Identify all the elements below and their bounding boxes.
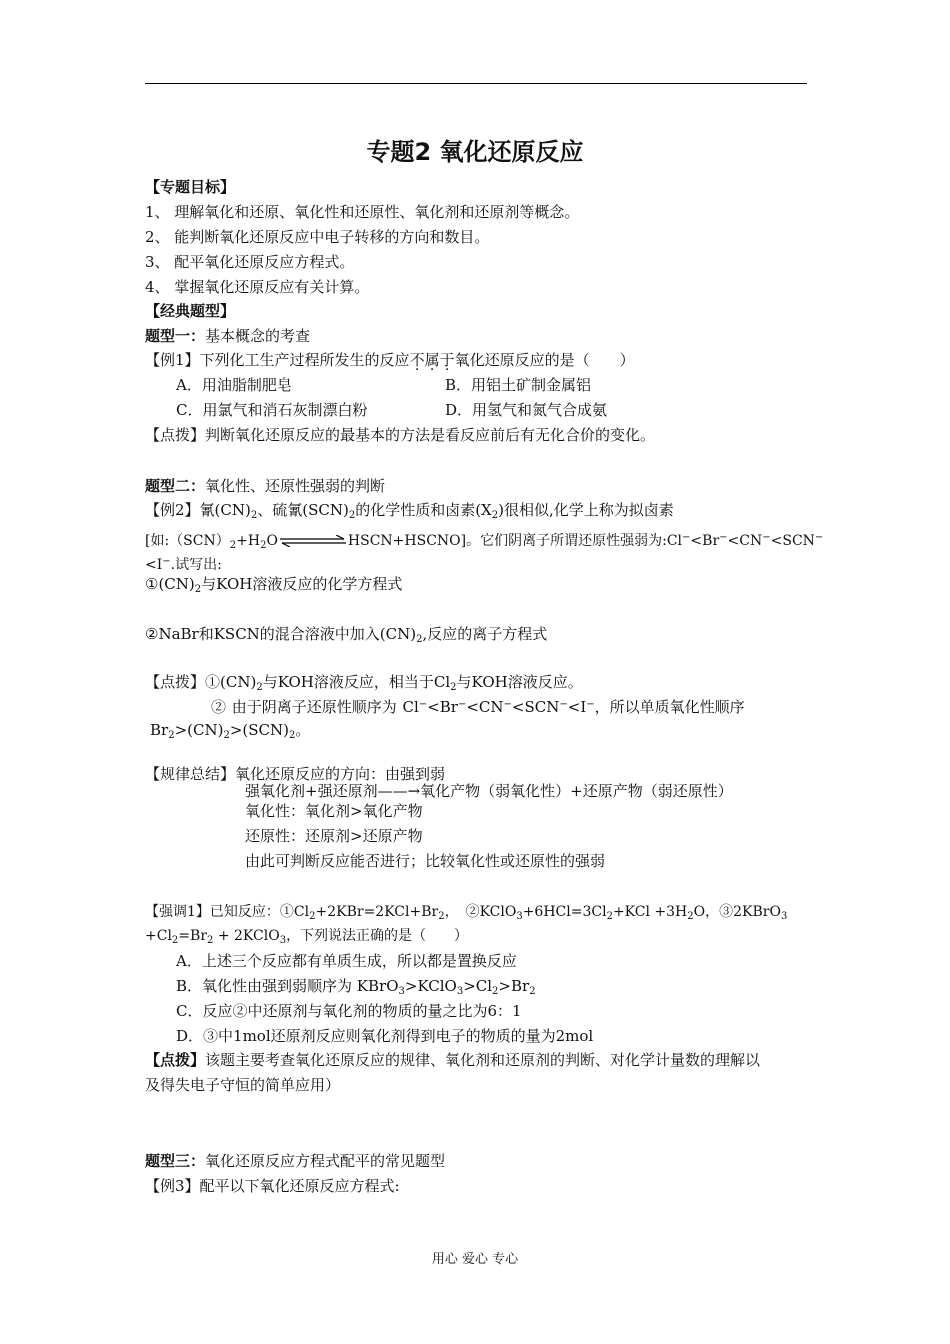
subscript: 2 xyxy=(438,911,445,922)
subscript: 2 xyxy=(168,730,175,741)
emph-option-c: C．反应②中还原剂与氧化剂的物质的量之比为6：1 xyxy=(176,1002,522,1020)
text-run: 氧化还原反应的方向：由强到弱 xyxy=(235,765,446,783)
example2-line3 xyxy=(145,552,222,575)
example3-text: 配平以下氧化还原反应方程式: xyxy=(199,1177,400,1195)
text-run: 的化学性质和卤素(X xyxy=(355,501,492,519)
example1-pre: 下列化工生产过程所发生的反应 xyxy=(199,351,410,369)
type2-text: 氧化性、还原性强弱的判断 xyxy=(205,477,386,495)
text-run: +Cl xyxy=(145,928,172,944)
type2-label: 题型二： xyxy=(145,477,206,495)
text-run: <I xyxy=(145,557,163,573)
type3-heading xyxy=(145,1151,445,1171)
text-run: +KCl +3H xyxy=(612,904,688,920)
type3-text: 氧化还原反应方程式配平的常见题型 xyxy=(205,1152,446,1170)
text-run: 已知反应：①Cl xyxy=(209,904,310,920)
text-run: B．氧化性由强到弱顺序为 KBrO xyxy=(176,977,399,995)
subscript: 2 xyxy=(416,634,423,645)
text-run: O xyxy=(266,533,278,549)
text-run: 与KOH溶液反应，相当于Cl xyxy=(262,673,451,691)
text-run: 与KOH溶液反应的化学方程式 xyxy=(201,575,403,593)
goal-item: 1、 理解氧化和还原、氧化性和还原性、氧化剂和还原剂等概念。 xyxy=(145,203,580,221)
example2-tag: 【例2】 xyxy=(145,501,200,519)
text-run: +2KBr=2KCl+Br xyxy=(315,904,439,920)
question2 xyxy=(145,624,547,650)
superscript: − xyxy=(503,699,512,710)
rule-line4: 还原性：还原剂>还原产物 xyxy=(245,827,423,845)
text-run: ，下列说法正确的是（ ） xyxy=(286,928,469,944)
rule-line5: 由此可判断反应能否进行；比较氧化性或还原性的强弱 xyxy=(245,852,606,870)
superscript: − xyxy=(162,556,171,567)
rule-tag: 【规律总结】 xyxy=(145,765,236,783)
subscript: 2 xyxy=(229,540,237,551)
text-run: )很相似,化学上称为拟卤素 xyxy=(498,501,674,519)
emphasis-tag: 【强调1】 xyxy=(145,904,210,920)
text-run: ， ②KClO xyxy=(444,904,517,920)
goal-item: 4、 掌握氧化还原反应有关计算。 xyxy=(145,278,370,296)
type1-label: 题型一： xyxy=(145,327,206,345)
superscript: − xyxy=(457,699,467,710)
emph-option-d: D．③中1mol还原剂反应则氧化剂得到电子的物质的量为2mol xyxy=(176,1027,594,1045)
subscript: 3 xyxy=(456,986,464,997)
text-run: 该题主要考查氧化还原反应的规律、氧化剂和还原剂的判断、对化学计量数的理解以 xyxy=(205,1051,761,1069)
subscript: 2 xyxy=(260,540,267,551)
emphasis-char: 属 xyxy=(424,351,440,369)
page-footer: 用心 爱心 专心 xyxy=(431,1252,519,1267)
text-run: ①(CN) xyxy=(145,575,195,593)
text-run: HSCN+HSCNO]。它们阴离子所谓还原性强弱为:Cl xyxy=(347,533,683,549)
text-run: 氰(CN) xyxy=(199,501,251,519)
text-run: ②NaBr和KSCN的混合溶液中加入(CN) xyxy=(145,625,417,643)
question1 xyxy=(145,574,402,600)
emphasis-char: 于 xyxy=(439,351,455,369)
text-run: =Br xyxy=(178,928,208,944)
subscript: 2 xyxy=(491,510,499,521)
goals-header: 【专题目标】 xyxy=(145,178,236,196)
example2-line1 xyxy=(145,500,674,526)
text-run: 、硫氰(SCN) xyxy=(257,501,349,519)
text-run: >Br xyxy=(498,977,530,995)
superscript: − xyxy=(586,699,595,710)
equilibrium-arrow-icon xyxy=(278,535,348,547)
superscript: − xyxy=(719,532,728,543)
text-run: >(CN) xyxy=(174,721,224,739)
subscript: 2 xyxy=(450,682,457,693)
tip2-line2 xyxy=(211,695,745,717)
text-run: <CN xyxy=(466,698,504,716)
text-run: <Br xyxy=(427,698,458,716)
type2-heading xyxy=(145,476,385,496)
option-a: A．用油脂制肥皂 xyxy=(176,376,292,394)
subscript: 2 xyxy=(194,584,202,595)
subscript: 2 xyxy=(606,911,613,922)
subscript: 2 xyxy=(250,510,258,521)
subscript: 3 xyxy=(398,986,405,997)
tip-text: 判断氧化还原反应的最基本的方法是看反应前后有无化合价的变化。 xyxy=(205,426,656,444)
subscript: 2 xyxy=(171,935,179,946)
superscript: − xyxy=(762,532,771,543)
subscript: 3 xyxy=(780,911,788,922)
rule-line2: 强氧化剂+强还原剂——→氧化产物（弱氧化性）+还原产物（弱还原性） xyxy=(245,782,733,800)
type3-label: 题型三： xyxy=(145,1152,206,1170)
example1 xyxy=(145,350,635,370)
emphasis-line1 xyxy=(145,902,787,927)
emphasis-line2 xyxy=(145,926,468,951)
tip-tag: 【点拨】 xyxy=(145,1051,206,1069)
subscript: 2 xyxy=(256,682,263,693)
text-run: +H xyxy=(236,533,261,549)
option-d: D．用氢气和氮气合成氨 xyxy=(445,401,608,419)
text-run: <CN xyxy=(727,533,763,549)
tip-tag: 【点拨】 xyxy=(145,426,206,444)
text-run: O，③2KBrO xyxy=(693,904,781,920)
text-run: 。 xyxy=(295,721,311,739)
rule-line3: 氧化性：氧化剂>氧化产物 xyxy=(245,802,423,820)
superscript: − xyxy=(559,699,568,710)
tip2-line3 xyxy=(150,720,310,746)
emph-tip-line1 xyxy=(145,1050,760,1070)
text-run: Br xyxy=(150,721,169,739)
superscript: − xyxy=(682,532,691,543)
emph-option-b xyxy=(176,976,536,1002)
subscript: 2 xyxy=(288,730,296,741)
subscript: 3 xyxy=(279,935,287,946)
example3 xyxy=(145,1176,400,1196)
subscript: 3 xyxy=(516,911,523,922)
type1-heading xyxy=(145,326,310,346)
subscript: 2 xyxy=(492,986,499,997)
subscript: 2 xyxy=(207,935,214,946)
text-run: + 2KClO xyxy=(213,928,280,944)
superscript: − xyxy=(418,699,428,710)
goal-item: 3、 配平氧化还原反应方程式。 xyxy=(145,253,355,271)
text-run: <Br xyxy=(690,533,720,549)
text-run: ①(CN) xyxy=(205,673,257,691)
text-run: [如:（SCN） xyxy=(145,533,230,549)
example2-line2 xyxy=(145,528,823,556)
emphasis-char: 不 xyxy=(409,351,425,369)
example1-tag: 【例1】 xyxy=(145,351,200,369)
text-run: <I xyxy=(567,698,587,716)
text-run: >KClO xyxy=(404,977,457,995)
subscript: 2 xyxy=(529,986,536,997)
tip-tag: 【点拨】 xyxy=(145,673,206,691)
text-run: >(SCN) xyxy=(229,721,289,739)
text-run: <SCN xyxy=(511,698,560,716)
subscript: 2 xyxy=(687,911,694,922)
text-run: >Cl xyxy=(463,977,493,995)
example3-tag: 【例3】 xyxy=(145,1177,200,1195)
subscript: 2 xyxy=(223,730,230,741)
emph-tip-line2: 及得失电子守恒的简单应用） xyxy=(145,1076,341,1094)
superscript: − xyxy=(814,532,824,543)
option-b: B．用铝土矿制金属铝 xyxy=(445,376,592,394)
subscript: 2 xyxy=(348,510,356,521)
goal-item: 2、 能判断氧化还原反应中电子转移的方向和数目。 xyxy=(145,228,490,246)
page-title: 专题2 氧化还原反应 xyxy=(366,138,584,166)
text-run: ，所以单质氧化性顺序 xyxy=(594,698,745,716)
example1-post: 氧化还原反应的是（ ） xyxy=(454,351,635,369)
type1-text: 基本概念的考查 xyxy=(205,327,311,345)
text-run: ,反应的离子方程式 xyxy=(422,625,548,643)
emph-option-a: A．上述三个反应都有单质生成，所以都是置换反应 xyxy=(176,952,517,970)
text-run: .试写出: xyxy=(170,557,222,573)
text-run: ② 由于阴离子还原性顺序为 Cl xyxy=(211,698,419,716)
tip1 xyxy=(145,425,655,445)
text-run: +6HCl=3Cl xyxy=(522,904,607,920)
text-run: 与KOH溶液反应。 xyxy=(456,673,583,691)
text-run: <SCN xyxy=(770,533,815,549)
subscript: 2 xyxy=(309,911,316,922)
classic-header: 【经典题型】 xyxy=(145,302,236,320)
header-rule xyxy=(145,83,807,84)
option-c: C．用氯气和消石灰制漂白粉 xyxy=(176,401,368,419)
